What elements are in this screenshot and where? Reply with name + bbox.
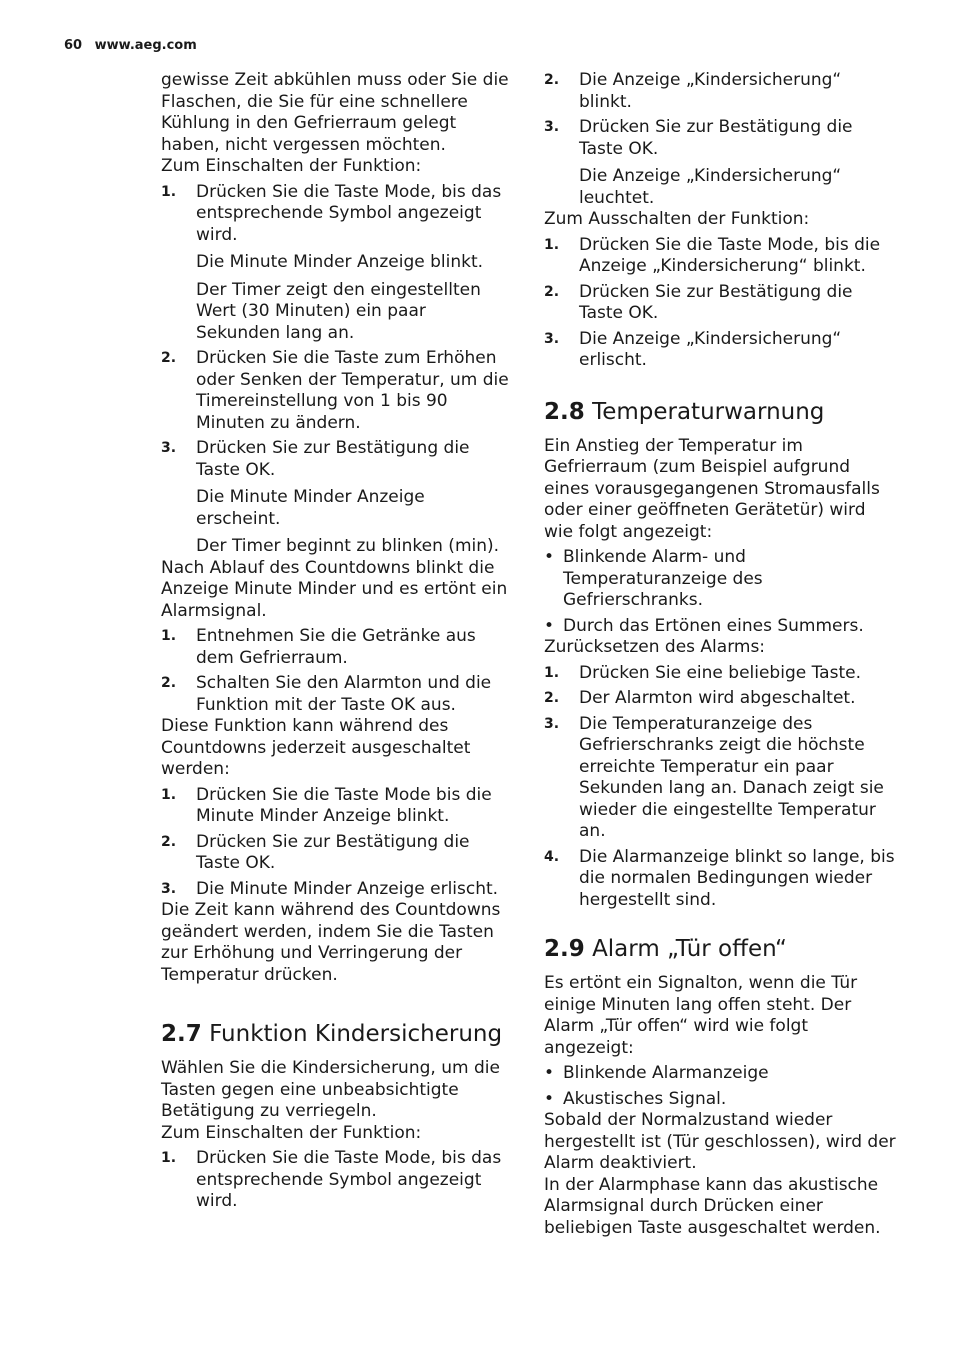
paragraph: Zum Einschalten der Funktion: xyxy=(161,1122,422,1143)
step-item xyxy=(161,673,513,716)
step-item xyxy=(544,117,896,160)
step-number: 2. xyxy=(544,283,560,300)
step-number: 1. xyxy=(161,786,177,803)
section-number: 2.9 xyxy=(544,936,585,962)
step-number: 2. xyxy=(161,675,177,691)
step-number: 1. xyxy=(161,1150,177,1166)
step-text: Drücken Sie zur Bestätigung die Taste OK. xyxy=(196,831,470,873)
step-item xyxy=(161,1148,513,1213)
step-number: 3. xyxy=(544,715,560,732)
step-result: Die Minute Minder Anzeige erscheint. xyxy=(196,487,425,529)
bullet-text: Akustisches Signal. xyxy=(563,1088,727,1109)
bullet-item xyxy=(544,1063,896,1085)
step-result: Die Anzeige „Kindersicherung“ leuchtet. xyxy=(579,166,842,208)
page-header xyxy=(64,38,197,53)
step-text: Drücken Sie die Taste Mode bis die Minute Minder Anzeige blinkt. xyxy=(196,784,492,826)
step-number: 2. xyxy=(544,72,560,88)
bullet-item xyxy=(544,616,896,638)
step-text: Schalten Sie den Alarmton und die Funktion mit der Taste OK aus. xyxy=(196,673,492,715)
paragraph: Ein Anstieg der Temperatur im Gefrierraum (zum Beispiel aufgrund eines vorausgegangenen Stromausfalls oder einer geöffneten Gerätetür) wird wie folgt angezeigt: xyxy=(544,435,880,542)
bullet-item xyxy=(544,547,896,612)
step-result: Der Timer zeigt den eingestellten Wert (30 Minuten) ein paar Sekunden lang an. xyxy=(196,279,481,343)
bullet-icon: • xyxy=(544,547,555,567)
bullet-item xyxy=(544,1089,896,1111)
section-heading-2-7 xyxy=(161,1020,513,1048)
step-number: 3. xyxy=(544,330,560,347)
section-number: 2.7 xyxy=(161,1021,202,1047)
header-url: www.aeg.com xyxy=(94,38,197,53)
step-text: Drücken Sie die Taste Mode, bis das entsprechende Symbol angezeigt wird. xyxy=(196,181,502,245)
section-heading-2-8 xyxy=(544,398,896,426)
section-title: Alarm „Tür offen“ xyxy=(592,936,787,962)
bullet-text: Durch das Ertönen eines Summers. xyxy=(563,615,864,636)
step-item xyxy=(544,235,896,278)
bullet-icon: • xyxy=(544,1063,555,1083)
step-number: 1. xyxy=(161,628,177,644)
paragraph: Wählen Sie die Kindersicherung, um die Tasten gegen eine unbeabsichtigte Betätigung zu verriegeln. xyxy=(161,1058,500,1121)
section-title: Temperaturwarnung xyxy=(592,398,825,425)
step-text: Drücken Sie eine beliebige Taste. xyxy=(579,662,861,683)
step-item xyxy=(161,348,513,434)
step-number: 3. xyxy=(544,119,560,135)
step-item xyxy=(544,70,896,113)
step-item xyxy=(544,847,896,912)
paragraph: In der Alarmphase kann das akustische Alarmsignal durch Drücken einer beliebigen Taste ausgeschaltet werden. xyxy=(544,1174,881,1238)
step-number: 2. xyxy=(161,833,177,850)
step-number: 1. xyxy=(161,183,177,200)
step-text: Die Minute Minder Anzeige erlischt. xyxy=(196,878,499,899)
section-title: Funktion Kindersicherung xyxy=(209,1021,503,1047)
right-column xyxy=(544,70,896,1239)
step-item xyxy=(161,182,513,247)
paragraph: Zum Ausschalten der Funktion: xyxy=(544,209,810,229)
step-item xyxy=(161,832,513,875)
paragraph: gewisse Zeit abkühlen muss oder Sie die Flaschen, die Sie für eine schnellere Kühlung in den Gefrierraum gelegt haben, nicht vergessen möchten. xyxy=(161,70,509,155)
paragraph: Zurücksetzen des Alarms: xyxy=(544,637,766,657)
page-number: 60 xyxy=(64,38,83,53)
step-text: Die Temperaturanzeige des Gefrierschranks zeigt die höchste erreichte Temperatur ein paar Sekunden lang an. Danach zeigt sie wieder die eingestellte Temperatur an. xyxy=(579,713,884,841)
step-result: Der Timer beginnt zu blinken (min). xyxy=(196,536,500,556)
step-text: Die Anzeige „Kindersicherung“ erlischt. xyxy=(579,328,842,370)
step-text: Drücken Sie die Taste Mode, bis die Anzeige „Kindersicherung“ blinkt. xyxy=(579,234,881,276)
step-item xyxy=(161,626,513,669)
step-text: Der Alarmton wird abgeschaltet. xyxy=(579,688,856,708)
step-text: Die Alarmanzeige blinkt so lange, bis die normalen Bedingungen wieder hergestellt sind. xyxy=(579,846,895,910)
step-number: 1. xyxy=(544,664,560,681)
step-item xyxy=(161,879,513,901)
step-text: Drücken Sie die Taste zum Erhöhen oder Senken der Temperatur, um die Timereinstellung von 1 bis 90 Minuten zu ändern. xyxy=(196,348,509,433)
step-text: Drücken Sie die Taste Mode, bis das entsprechende Symbol angezeigt wird. xyxy=(196,1148,502,1211)
step-item xyxy=(544,688,896,710)
step-number: 4. xyxy=(544,848,560,865)
paragraph: Zum Einschalten der Funktion: xyxy=(161,156,422,176)
bullet-text: Blinkende Alarmanzeige xyxy=(563,1063,769,1083)
paragraph: Diese Funktion kann während des Countdowns jederzeit ausgeschaltet werden: xyxy=(161,716,471,779)
step-text: Drücken Sie zur Bestätigung die Taste OK. xyxy=(196,438,470,480)
step-item xyxy=(544,282,896,325)
step-number: 3. xyxy=(161,440,177,456)
step-text: Entnehmen Sie die Getränke aus dem Gefrierraum. xyxy=(196,626,476,668)
step-text: Drücken Sie zur Bestätigung die Taste OK. xyxy=(579,117,853,159)
bullet-text: Blinkende Alarm- und Temperaturanzeige des Gefrierschranks. xyxy=(563,547,763,610)
step-text: Die Anzeige „Kindersicherung“ blinkt. xyxy=(579,70,842,112)
paragraph: Die Zeit kann während des Countdowns geändert werden, indem Sie die Tasten zur Erhöhung und Verringerung der Temperatur drücken. xyxy=(161,900,501,985)
paragraph: Es ertönt ein Signalton, wenn die Tür einige Minuten lang offen steht. Der Alarm „Tür offen“ wird wie folgt angezeigt: xyxy=(544,973,858,1058)
paragraph: Sobald der Normalzustand wieder hergestellt ist (Tür geschlossen), wird der Alarm deaktiviert. xyxy=(544,1110,896,1173)
paragraph: Nach Ablauf des Countdowns blinkt die Anzeige Minute Minder und es ertönt ein Alarmsignal. xyxy=(161,557,508,621)
step-item xyxy=(544,329,896,372)
step-number: 1. xyxy=(544,236,560,253)
step-item xyxy=(161,785,513,828)
step-item xyxy=(161,438,513,481)
section-heading-2-9 xyxy=(544,935,896,963)
left-column xyxy=(161,70,513,1213)
bullet-icon: • xyxy=(544,615,555,636)
step-item xyxy=(544,663,896,685)
step-result: Die Minute Minder Anzeige blinkt. xyxy=(196,252,484,272)
step-item xyxy=(544,714,896,843)
section-number: 2.8 xyxy=(544,398,585,425)
bullet-icon: • xyxy=(544,1088,555,1109)
step-number: 2. xyxy=(161,350,177,366)
step-number: 3. xyxy=(161,880,177,897)
step-text: Drücken Sie zur Bestätigung die Taste OK. xyxy=(579,281,853,323)
step-number: 2. xyxy=(544,690,560,706)
